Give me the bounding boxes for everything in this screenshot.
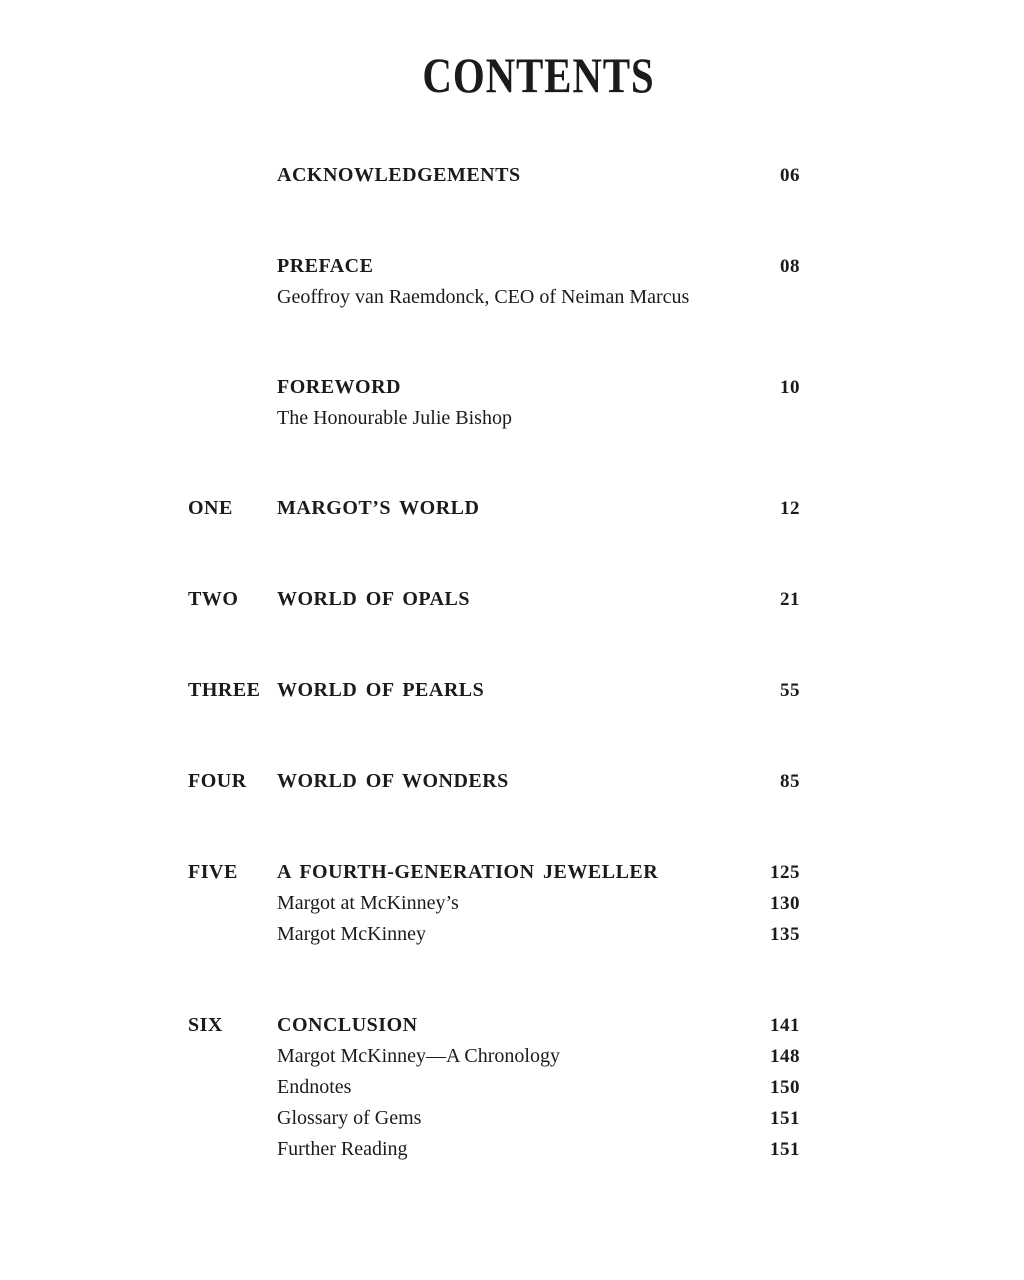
toc-entry: [188, 372, 800, 433]
toc-sub-entry-row: [188, 1134, 800, 1165]
chapter-number-label: TWO: [188, 588, 239, 610]
sub-entry-title: Endnotes: [277, 1076, 352, 1098]
sub-entry-title: Margot at McKinney’s: [277, 892, 459, 914]
toc-entry-heading-row: [188, 372, 800, 403]
toc-entry: [188, 584, 800, 615]
sub-entry-title: Geoffroy van Raemdonck, CEO of Neiman Marcus: [277, 286, 690, 308]
page-number: 141: [770, 1015, 800, 1036]
sub-entry-title: Glossary of Gems: [277, 1107, 422, 1129]
page-number: 148: [770, 1046, 800, 1067]
toc-entry: [188, 160, 800, 191]
toc-entry-heading-row: [188, 1010, 800, 1041]
toc-entry-heading-row: [188, 251, 800, 282]
chapter-title: FOREWORD: [277, 376, 401, 398]
chapter-title: ACKNOWLEDGEMENTS: [277, 164, 521, 186]
toc-entry-heading-row: [188, 160, 800, 191]
chapter-title: PREFACE: [277, 255, 374, 277]
page-number: 151: [770, 1139, 800, 1160]
toc-sub-entry-row: [188, 919, 800, 950]
chapter-number-label: THREE: [188, 679, 261, 701]
page-number: 130: [770, 893, 800, 914]
page-number: 151: [770, 1108, 800, 1129]
page-number: 21: [780, 589, 800, 610]
toc-entry-heading-row: [188, 675, 800, 706]
toc-sub-entry-row: [188, 888, 800, 919]
toc-entry: [188, 251, 800, 312]
toc-entry-heading-row: [188, 857, 800, 888]
chapter-title: CONCLUSION: [277, 1014, 418, 1036]
toc-entry: [188, 766, 800, 797]
toc-sub-entry-row: [188, 1072, 800, 1103]
toc-sub-entry-row: [188, 1103, 800, 1134]
chapter-number-label: SIX: [188, 1014, 223, 1036]
page-number: 125: [770, 862, 800, 883]
sub-entry-title: Margot McKinney: [277, 923, 427, 945]
page-number: 10: [780, 377, 800, 398]
toc-entry: [188, 675, 800, 706]
toc-sub-entry-row: [188, 403, 800, 433]
sub-entry-title: The Honourable Julie Bishop: [277, 407, 512, 429]
chapter-title: A FOURTH-GENERATION JEWELLER: [277, 861, 659, 883]
toc-sub-entry-row: [188, 282, 800, 312]
chapter-number-label: FIVE: [188, 861, 238, 883]
chapter-title: WORLD OF PEARLS: [277, 679, 485, 701]
page-number: 85: [780, 771, 800, 792]
toc-entry-heading-row: [188, 766, 800, 797]
page-number: 06: [780, 165, 800, 186]
toc-entry: [188, 493, 800, 524]
page-number: 135: [770, 924, 800, 945]
toc-entry-heading-row: [188, 584, 800, 615]
chapter-title: WORLD OF WONDERS: [277, 770, 509, 792]
page-number: 150: [770, 1077, 800, 1098]
toc-sub-entry-row: [188, 1041, 800, 1072]
page-title: CONTENTS: [422, 47, 655, 103]
toc-entry: [188, 857, 800, 950]
toc-entry: [188, 1010, 800, 1165]
page-number: 12: [780, 498, 800, 519]
page-number: 55: [780, 680, 800, 701]
chapter-title: WORLD OF OPALS: [277, 588, 471, 610]
toc-entry-heading-row: [188, 493, 800, 524]
chapter-number-label: FOUR: [188, 770, 247, 792]
chapter-number-label: ONE: [188, 497, 233, 519]
toc-entries: [188, 160, 800, 1165]
sub-entry-title: Further Reading: [277, 1138, 408, 1160]
sub-entry-title: Margot McKinney—A Chronology: [277, 1045, 560, 1067]
page-number: 08: [780, 256, 800, 277]
chapter-title: MARGOT’S WORLD: [277, 497, 480, 519]
